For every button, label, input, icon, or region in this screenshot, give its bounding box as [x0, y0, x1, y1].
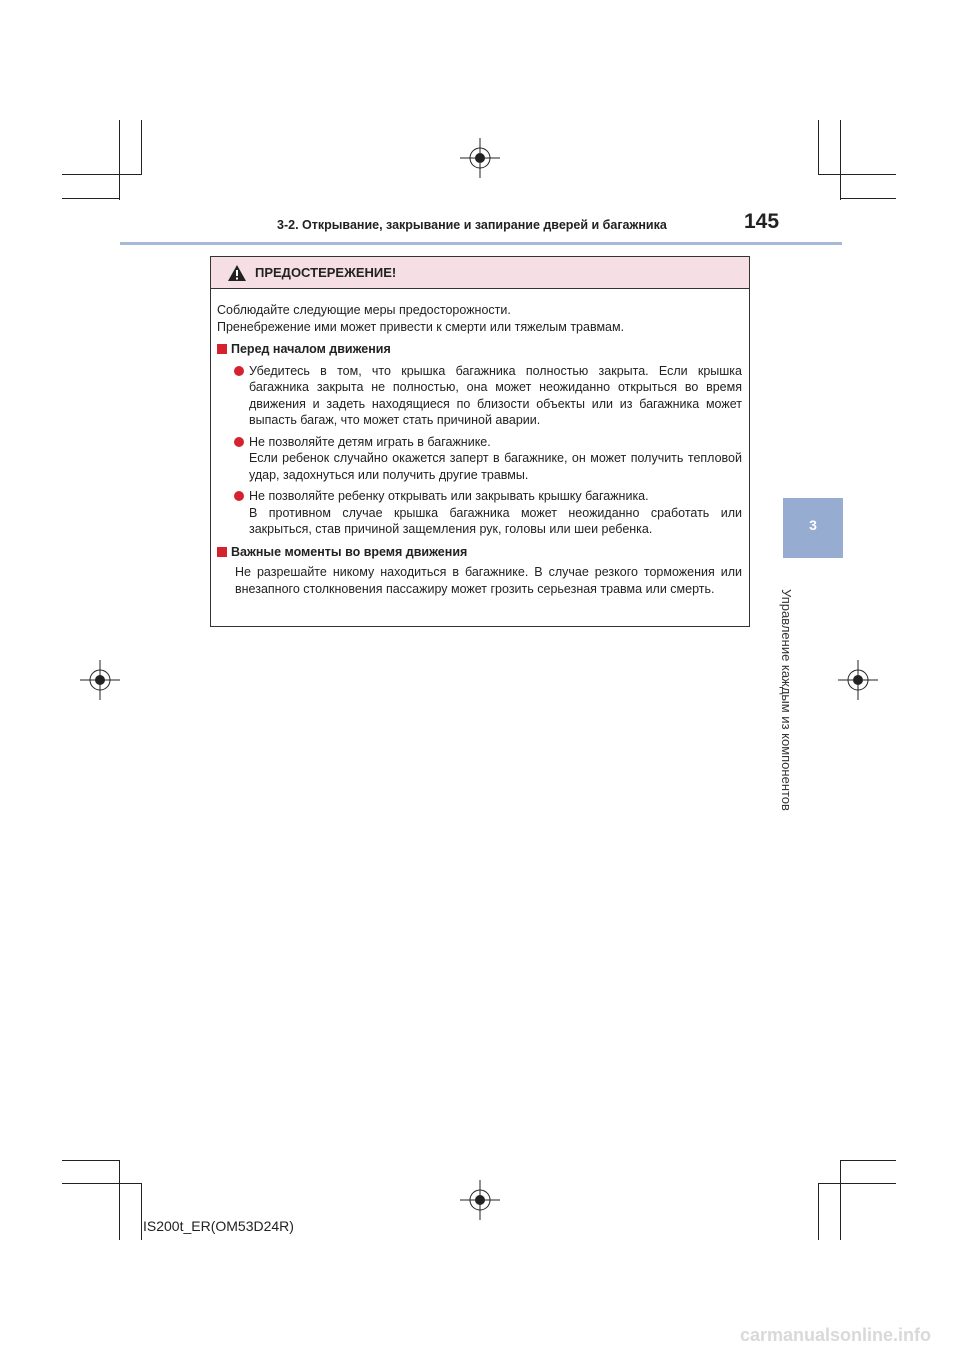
- crop-mark: [62, 1183, 142, 1184]
- caution-title: ПРЕДОСТЕРЕЖЕНИЕ!: [255, 265, 397, 280]
- section-title: 3-2. Открывание, закрывание и запирание дверей и багажника: [277, 218, 667, 232]
- chapter-tab: [783, 498, 843, 558]
- registration-target-icon: [460, 1180, 500, 1220]
- crop-mark: [62, 198, 120, 199]
- square-bullet-icon: [217, 344, 227, 354]
- crop-mark: [840, 120, 841, 200]
- crop-mark: [840, 198, 896, 199]
- chapter-label: Управление каждым из компонентов: [779, 589, 794, 811]
- section-heading: [217, 544, 742, 561]
- crop-mark: [818, 120, 819, 175]
- section-heading: [217, 341, 742, 358]
- round-bullet-icon: [234, 491, 244, 501]
- watermark: carmanualsonline.info: [740, 1325, 932, 1345]
- page-number: 145: [744, 210, 780, 233]
- caution-header: [211, 257, 749, 289]
- round-bullet-icon: [234, 437, 244, 447]
- crop-mark: [119, 1160, 120, 1240]
- document-code: IS200t_ER(OM53D24R): [143, 1218, 294, 1234]
- registration-target-icon: [460, 138, 500, 178]
- header-rule: [120, 242, 842, 245]
- crop-mark: [119, 120, 120, 200]
- crop-mark: [840, 1160, 896, 1161]
- crop-mark: [818, 1183, 819, 1240]
- bullet-text: Если ребенок случайно окажется заперт в багажнике, он может получить тепловой удар, задохнуться или получить другие травмы.: [249, 451, 742, 482]
- bullet-text: Не позволяйте детям играть в багажнике.: [249, 434, 491, 449]
- bullet-item: [217, 434, 742, 484]
- bullet-text: Убедитесь в том, что крышка багажника полностью закрыта. Если крышка багажника закрыта не полностью, она может неожиданно открыться во время движения и задеть находящиеся по близости объекты или из багажника может выпасть багаж, что может стать причиной аварии.: [249, 363, 742, 427]
- crop-mark: [840, 1160, 841, 1240]
- bullet-item: [217, 488, 742, 538]
- round-bullet-icon: [234, 366, 244, 376]
- bullet-text: В противном случае крышка багажника может неожиданно сработать или закрыться, став причиной защемления рук, головы или шеи ребенка.: [249, 505, 742, 536]
- crop-mark: [141, 120, 142, 175]
- bullet-item: [217, 363, 742, 429]
- crop-mark: [141, 1183, 142, 1240]
- section-heading-text: Перед началом движения: [231, 342, 391, 356]
- caution-box: [210, 256, 750, 627]
- square-bullet-icon: [217, 547, 227, 557]
- chapter-number: 3: [809, 517, 817, 533]
- caution-body: [211, 289, 749, 597]
- crop-mark: [818, 174, 896, 175]
- caution-intro: Пренебрежение ими может привести к смерти или тяжелым травмам.: [217, 319, 625, 334]
- registration-target-icon: [838, 660, 878, 700]
- crop-mark: [818, 1183, 896, 1184]
- registration-target-icon: [80, 660, 120, 700]
- section-paragraph: Не разрешайте никому находиться в багажнике. В случае резкого торможения или внезапного столкновения пассажиру может грозить серьезная травма или смерть.: [235, 565, 742, 596]
- bullet-text: Не позволяйте ребенку открывать или закрывать крышку багажника.: [249, 489, 649, 503]
- crop-mark: [62, 1160, 120, 1161]
- warning-triangle-icon: [227, 264, 247, 282]
- section-heading-text: Важные моменты во время движения: [231, 544, 468, 559]
- caution-intro: Соблюдайте следующие меры предосторожности.: [217, 303, 511, 317]
- crop-mark: [62, 174, 142, 175]
